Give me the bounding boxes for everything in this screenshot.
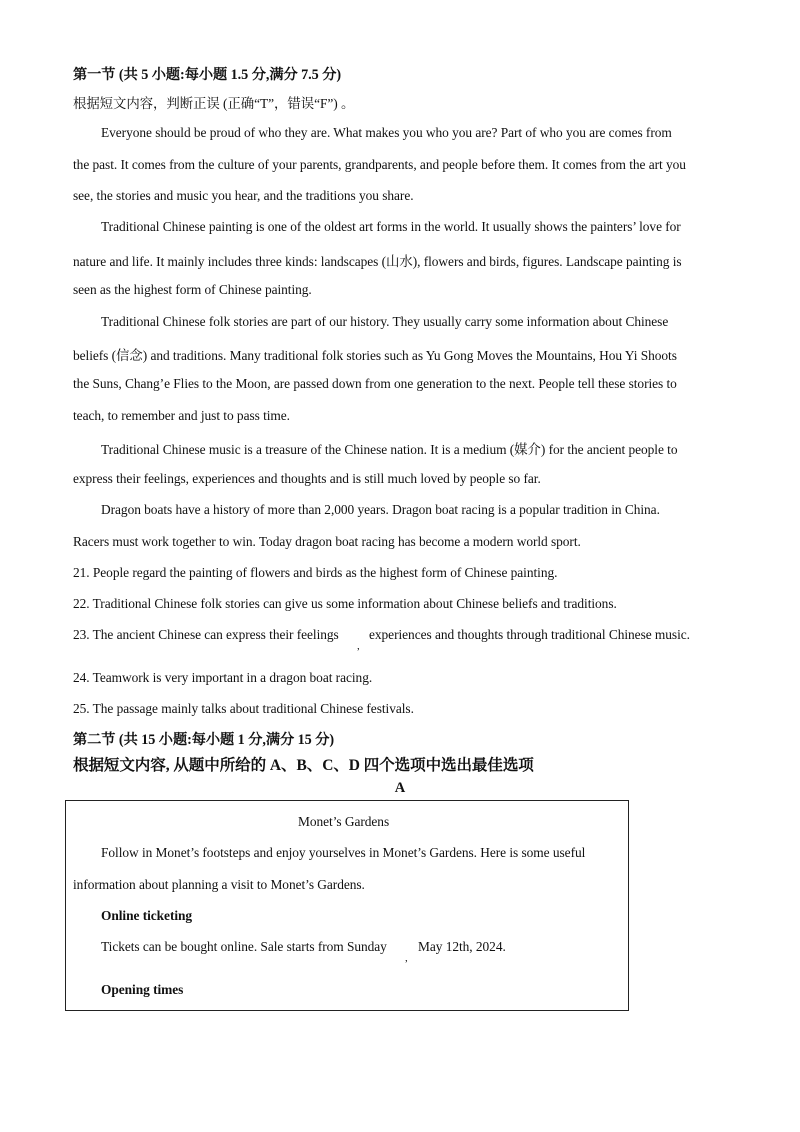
paragraph-line: teach, to remember and just to pass time. — [73, 408, 290, 423]
question-23: 23. The ancient Chinese can express their feelings — [73, 627, 339, 642]
paragraph-line: Racers must work together to win. Today dragon boat racing has become a modern world sport. — [73, 534, 581, 549]
online-ticketing-heading: Online ticketing — [101, 908, 193, 923]
paragraph-line: nature and life. It mainly includes three kinds: landscapes (山水), flowers and birds, figures. Landscape painting is — [73, 254, 682, 269]
paragraph-line: seen as the highest form of Chinese painting. — [73, 282, 312, 297]
paragraph-line: see, the stories and music you hear, and the traditions you share. — [73, 188, 414, 203]
section1-title: 第一节 (共 5 小题:每小题 1.5 分,满分 7.5 分) — [73, 67, 341, 83]
online-ticketing-comma: , — [405, 952, 408, 964]
paragraph-line: Traditional Chinese painting is one of the oldest art forms in the world. It usually shows the painters’ love for — [101, 219, 681, 234]
section2-instruction: 根据短文内容, 从题中所给的 A、B、C、D 四个选项中选出最佳选项 — [73, 757, 534, 774]
online-ticketing-text: Tickets can be bought online. Sale starts from Sunday — [101, 939, 387, 954]
section1-instruction: 根据短文内容，判断正误 (正确“T”，错误“F”) 。 — [73, 96, 355, 111]
question-25: 25. The passage mainly talks about traditional Chinese festivals. — [73, 701, 414, 716]
passage-box — [65, 800, 629, 1011]
paragraph-line: beliefs (信念) and traditions. Many traditional folk stories such as Yu Gong Moves the Mountains, Hou Yi Shoots — [73, 348, 677, 363]
question-23-comma: , — [357, 640, 360, 652]
question-23-continued: experiences and thoughts through traditional Chinese music. — [369, 627, 690, 642]
question-24: 24. Teamwork is very important in a dragon boat racing. — [73, 670, 373, 685]
passage-letter: A — [394, 780, 406, 796]
question-21: 21. People regard the painting of flowers and birds as the highest form of Chinese painting. — [73, 565, 558, 580]
paragraph-line: the past. It comes from the culture of your parents, grandparents, and people before them. It comes from the art you — [73, 157, 686, 172]
online-ticketing-date: May 12th, 2024. — [418, 939, 506, 954]
paragraph-line: the Suns, Chang’e Flies to the Moon, are passed down from one generation to the next. People tell these stories to — [73, 376, 677, 391]
question-22: 22. Traditional Chinese folk stories can give us some information about Chinese beliefs and traditions. — [73, 596, 617, 611]
passage-title: Monet’s Gardens — [298, 814, 390, 829]
passage-intro-line: information about planning a visit to Monet’s Gardens. — [73, 877, 365, 892]
opening-times-heading: Opening times — [101, 982, 184, 997]
paragraph-line: express their feelings, experiences and thoughts and is still much loved by people so far. — [73, 471, 541, 486]
section2-title: 第二节 (共 15 小题:每小题 1 分,满分 15 分) — [73, 732, 335, 748]
paragraph-line: Traditional Chinese folk stories are part of our history. They usually carry some information about Chinese — [101, 314, 669, 329]
passage-intro-line: Follow in Monet’s footsteps and enjoy yourselves in Monet’s Gardens. Here is some useful — [101, 845, 586, 860]
paragraph-line: Traditional Chinese music is a treasure of the Chinese nation. It is a medium (媒介) for the ancient people to — [101, 442, 678, 457]
paragraph-line: Dragon boats have a history of more than 2,000 years. Dragon boat racing is a popular tradition in China. — [101, 502, 660, 517]
paragraph-line: Everyone should be proud of who they are. What makes you who you are? Part of who you are comes from — [101, 125, 672, 140]
